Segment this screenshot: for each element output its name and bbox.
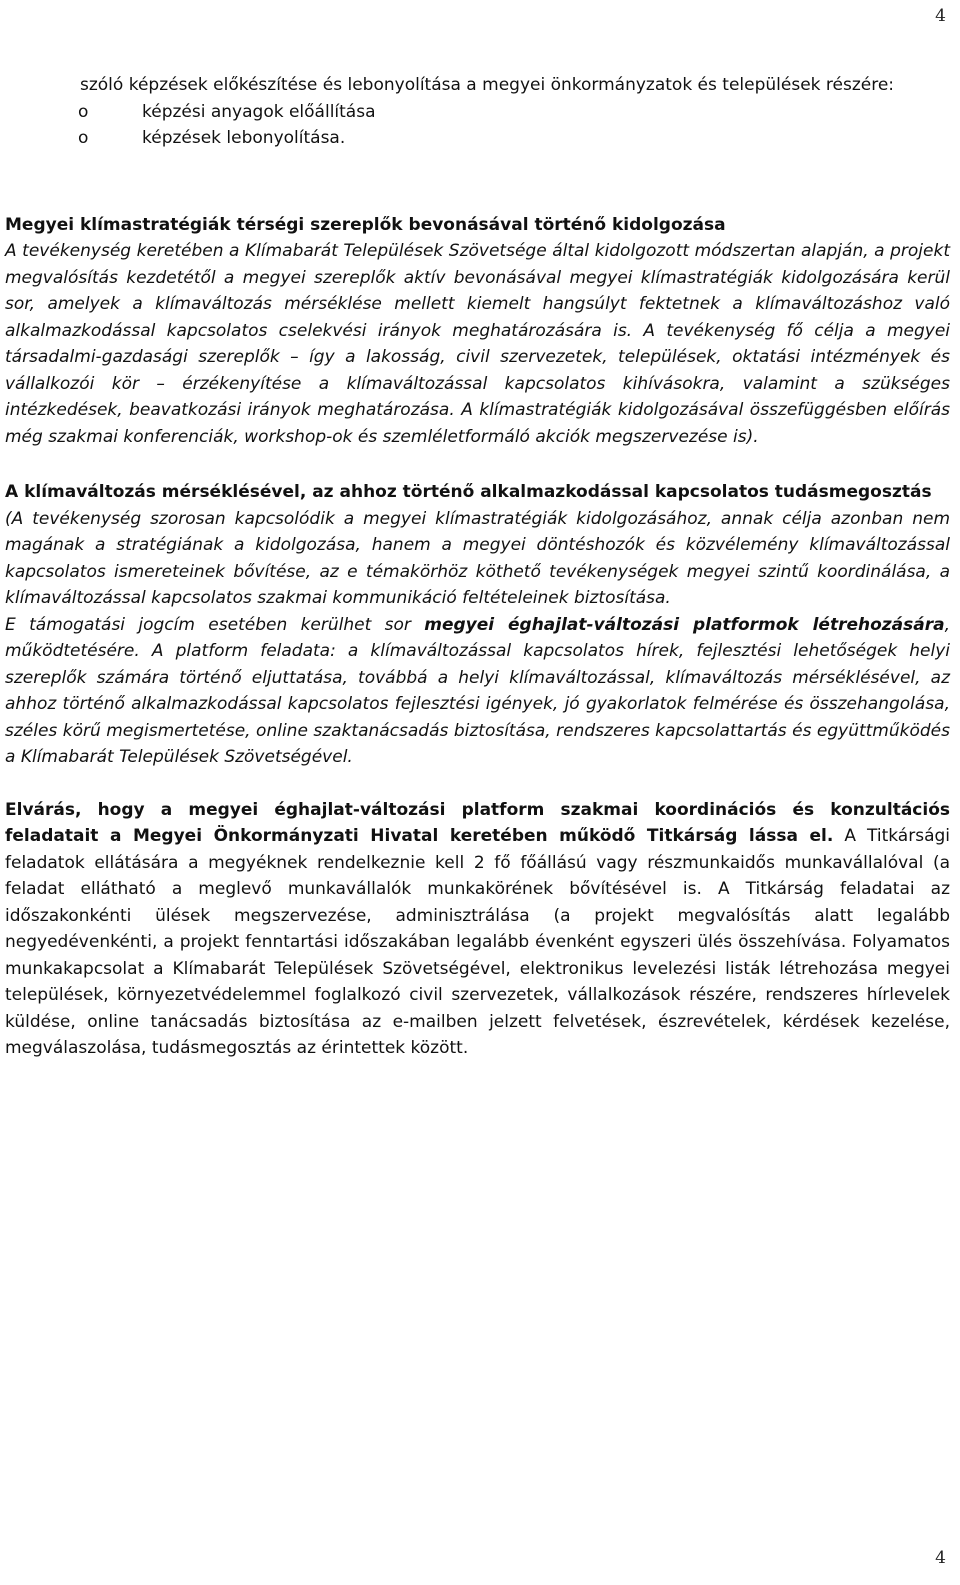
page-number-top: 4 [935, 6, 946, 26]
list-item [80, 99, 950, 126]
bullet-list [5, 99, 950, 152]
list-item [80, 125, 950, 152]
italic-text: , működtetésére. A platform feladata: a klímaváltozással kapcsolatos hírek, fejlesztési lehetőségek helyi szereplők számára történő eljuttatása, továbbá a helyi klímaváltozással, klímaváltozás mérséklésével, az ahhoz történő alkalmazkodással kapcsolatos fejlesztési igények, jó gyakorlatok felmérése és összehangolása, széles körű megismertetése, online szaktanácsadás biztosítása, rendszeres kapcsolattartás és együttműködés a Klímabarát Települések Szövetségével. [5, 614, 950, 767]
body-text: A Titkársági feladatok ellátására a megyéknek rendelkeznie kell 2 fő főállású vagy részmunkaidős munkavállalóval (a feladat ellátható a meglevő munkavállalók munkakörének bővítésével is. A Titkárság feladatai az időszakonkénti ülések megszervezése, adminisztrálása (a projekt megvalósítás alatt legalább negyedévenkénti, a projekt fenntartási időszakában legalább évenként egyszeri ülés összehívása. Folyamatos munkakapcsolat a Klímabarát Települések Szövetségével, elektronikus levelezési listák létrehozása megyei települések, környezetvédelemmel foglalkozó civil szervezetek, vállalkozások részére, rendszeres hírlevelek küldése, online tanácsadás biztosítása az e-mailben jelzett felvetések, észrevételek, kérdések kezelése, megválaszolása, tudásmegosztás az érintettek között. [5, 826, 950, 1058]
section-heading: Megyei klímastratégiák térségi szereplők bevonásával történő kidolgozása [5, 214, 726, 235]
page-number-bottom: 4 [935, 1548, 946, 1568]
bullet-text: képzések lebonyolítása. [142, 128, 346, 148]
bold-text: Elvárás, hogy a megyei éghajlat-változási platform szakmai koordinációs és konzultációs feladatait a Megyei Önkormányzati Hivatal keretében működő Titkárság lássa el. [5, 799, 950, 846]
section-paragraph [5, 797, 950, 1062]
intro-text: szóló képzések előkészítése és lebonyolítása a megyei önkormányzatok és települések részére: [80, 75, 895, 95]
bullet-text: képzési anyagok előállítása [142, 101, 376, 122]
bullet-marker: o [78, 128, 89, 148]
section-tudasmegosztas [5, 479, 950, 771]
bullet-marker: o [78, 101, 89, 122]
intro-block [5, 72, 950, 99]
section-heading: A klímaváltozás mérséklésével, az ahhoz történő alkalmazkodással kapcsolatos tudásmegosztás [5, 482, 932, 502]
section-paragraph-2 [5, 612, 950, 771]
italic-text: A tevékenység keretében a Klímabarát Települések Szövetsége által kidolgozott módszertan alapján, a projekt megvalósítás kezdetétől a megyei szereplők aktív bevonásával megyei klímastratégiák kidolgozására kerül sor, amelyek a klímaváltozás mérséklése mellett kiemelt hangsúlyt fektetnek a klímaváltozáshoz való alkalmazkodással kapcsolatos cselekvési irányok meghatározására is. [5, 241, 950, 341]
section-titkarsag [5, 797, 950, 1062]
section-paragraph: (A tevékenység szorosan kapcsolódik a megyei klímastratégiák kidolgozásához, annak célja azonban nem magának a stratégiának a kidolgozása, hanem a megyei döntéshozók és közvélemény klímaváltozással kapcsolatos ismereteinek bővítése, az e témakörhöz köthető tevékenységek megyei szintű koordinálása, a klímaváltozással kapcsolatos szakmai kommunikáció feltételeinek biztosítása. [5, 508, 950, 608]
bold-italic-text: megyei éghajlat-változási platformok létrehozására [424, 614, 945, 635]
section-klimastrategia [5, 212, 950, 451]
italic-text: E támogatási jogcím esetében kerülhet sor [5, 614, 425, 635]
section-paragraph [5, 238, 950, 450]
document-body [5, 72, 950, 1062]
italic-text-2: A tevékenység fő célja a megyei társadalmi-gazdasági szereplők – így a lakosság, civil szervezetek, települések, oktatási intézmények és vállalkozói kör – érzékenyítése a klímaváltozással kapcsolatos kihívásokra, valamint a szükséges intézkedések, beavatkozási irányok meghatározása. A klímastratégiák kidolgozásával összefüggésben előírás még szakmai konferenciák, workshop-ok és szemléletformáló akciók megszervezése is). [5, 320, 950, 447]
